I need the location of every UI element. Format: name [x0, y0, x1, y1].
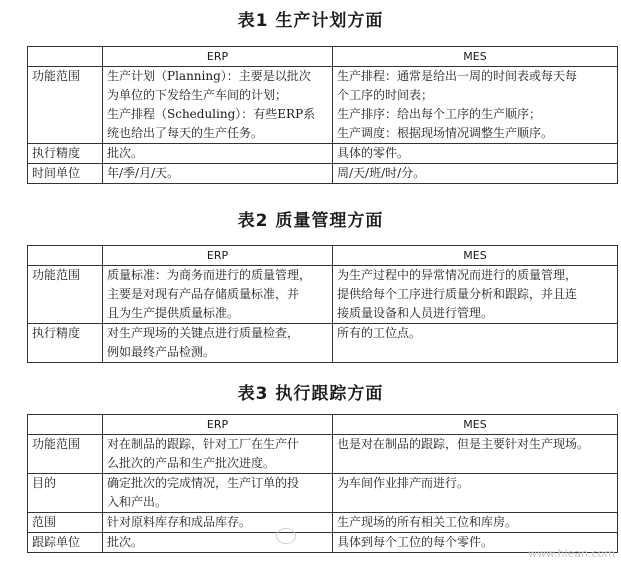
watermark-url: www.hlean.com	[528, 547, 615, 560]
cell-line: 接质量设备和人员进行管理。	[337, 306, 494, 320]
cell-line: 提供给每个工序进行质量分析和跟踪，并且连	[337, 287, 578, 301]
mes-cell: 生产现场的所有相关工位和库房。	[333, 513, 618, 533]
erp-cell: 批次。	[103, 144, 333, 164]
erp-cell: 批次。	[103, 533, 333, 553]
mes-cell	[333, 266, 618, 324]
table-header-row	[28, 246, 618, 266]
row-label: 执行精度	[28, 144, 103, 164]
cell-line: 确定批次的完成情况，生产订单的投	[107, 476, 300, 490]
mes-cell: 具体的零件。	[333, 144, 618, 164]
header-erp: ERP	[103, 47, 333, 67]
table-row	[28, 324, 618, 363]
table3-title: 表3 执行跟踪方面	[237, 384, 384, 404]
row-label: 执行精度	[28, 324, 103, 363]
row-label: 功能范围	[28, 435, 103, 474]
erp-cell	[103, 435, 333, 474]
table-row	[28, 513, 618, 533]
table1-title: 表1 生产计划方面	[237, 11, 384, 31]
erp-cell: 针对原料库存和成品库存。	[103, 513, 333, 533]
table1	[27, 46, 618, 184]
cell-line: 为生产过程中的异常情况而进行的质量管理，	[337, 268, 578, 282]
table-row	[28, 435, 618, 474]
mes-cell: 所有的工位点。	[333, 324, 618, 363]
cell-line: 统也给出了每天的生产任务。	[107, 126, 264, 140]
wechat-logo-icon	[276, 528, 296, 544]
table2	[27, 245, 618, 363]
mes-cell: 为车间作业排产而进行。	[333, 474, 618, 513]
header-mes: MES	[333, 47, 618, 67]
cell-line: 例如最终产品检测。	[107, 345, 216, 359]
row-label: 功能范围	[28, 67, 103, 144]
row-label: 功能范围	[28, 266, 103, 324]
table-header-row	[28, 415, 618, 435]
mes-cell: 具体到每个工位的每个零件。	[333, 533, 618, 553]
cell-line: 入和产出。	[107, 495, 168, 509]
row-label: 时间单位	[28, 164, 103, 184]
cell-line: 主要是对现有产品存储质量标准，并	[107, 287, 300, 301]
table-row	[28, 144, 618, 164]
header-mes: MES	[333, 415, 618, 435]
mes-cell	[333, 67, 618, 144]
header-blank	[28, 246, 103, 266]
cell-line: 生产计划（Planning）：主要是以批次	[107, 69, 311, 83]
row-label: 跟踪单位	[28, 533, 103, 553]
row-label: 目的	[28, 474, 103, 513]
header-mes: MES	[333, 246, 618, 266]
cell-line: 生产排序：给出每个工序的生产顺序；	[337, 107, 542, 121]
header-erp: ERP	[103, 246, 333, 266]
cell-line: 个工序的时间表；	[337, 88, 434, 102]
cell-line: 生产调度：根据现场情况调整生产顺序。	[337, 126, 554, 140]
row-label: 范围	[28, 513, 103, 533]
erp-cell	[103, 324, 333, 363]
table-row	[28, 164, 618, 184]
cell-line: 且为生产提供质量标准。	[107, 306, 240, 320]
erp-cell	[103, 67, 333, 144]
cell-line: 质量标准：为商务而进行的质量管理，	[107, 268, 312, 282]
table-row	[28, 474, 618, 513]
header-blank	[28, 47, 103, 67]
erp-cell	[103, 474, 333, 513]
cell-line: 对生产现场的关键点进行质量检查，	[107, 326, 300, 340]
cell-line: 为单位的下发给生产车间的计划；	[107, 88, 288, 102]
mes-cell: 也是对在制品的跟踪，但是主要针对生产现场。	[333, 435, 618, 474]
cell-line: 对在制品的跟踪，针对工厂在生产什	[107, 437, 300, 451]
table2-title: 表2 质量管理方面	[237, 211, 384, 231]
mes-cell: 周/天/班/时/分。	[333, 164, 618, 184]
header-erp: ERP	[103, 415, 333, 435]
cell-line: 生产排程（Scheduling）：有些ERP系	[107, 107, 316, 121]
table-header-row	[28, 47, 618, 67]
header-blank	[28, 415, 103, 435]
table3	[27, 414, 618, 553]
table-row	[28, 67, 618, 144]
erp-cell	[103, 266, 333, 324]
cell-line: 生产排程：通常是给出一周的时间表或每天每	[337, 69, 578, 83]
cell-line: 么批次的产品和生产批次进度。	[107, 456, 276, 470]
table-row	[28, 266, 618, 324]
erp-cell: 年/季/月/天。	[103, 164, 333, 184]
